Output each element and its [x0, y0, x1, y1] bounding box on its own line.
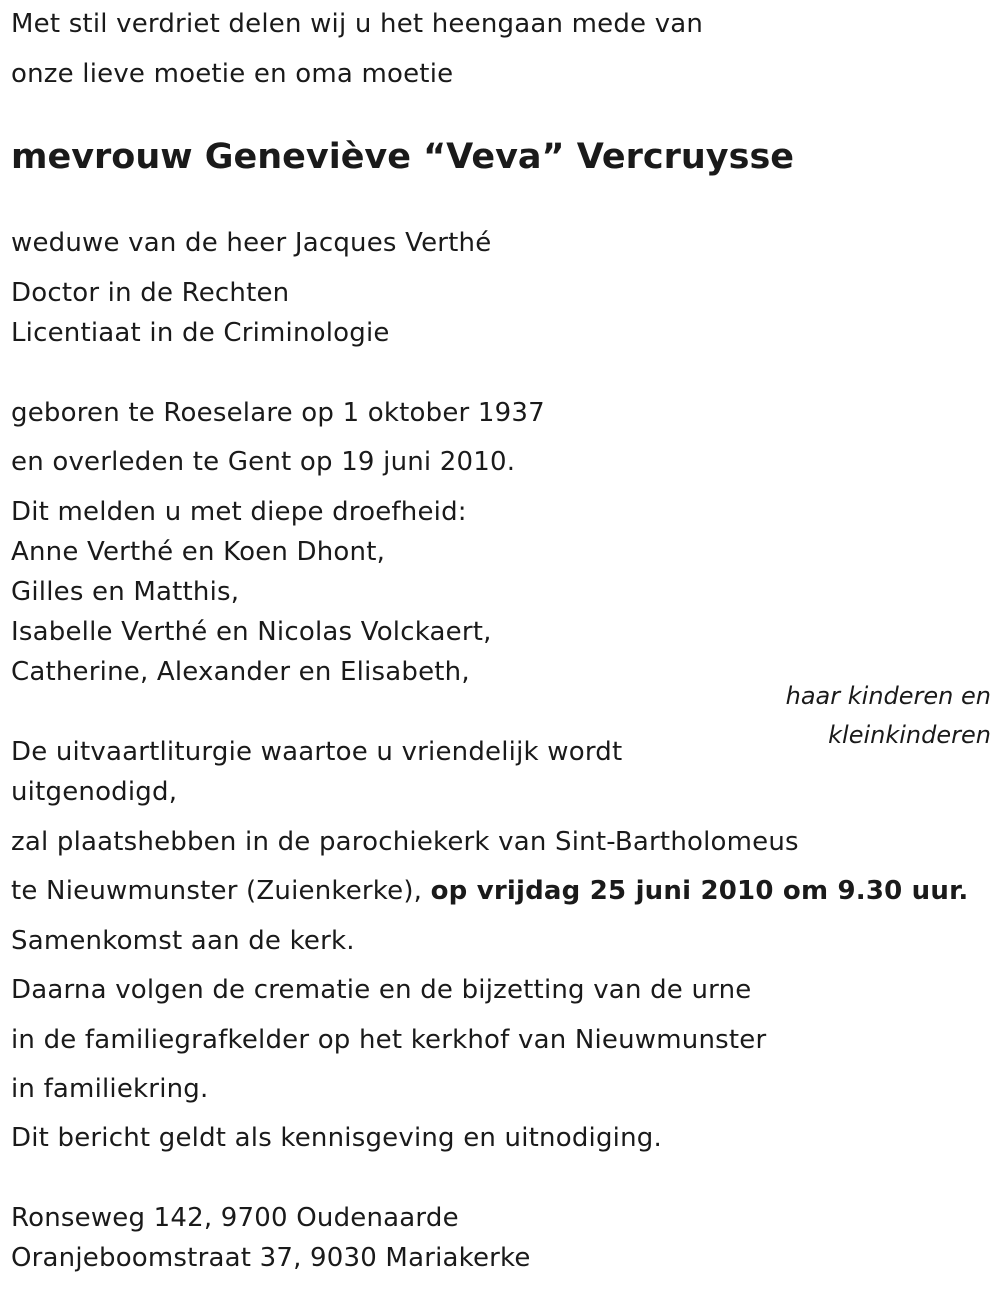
- intro-line-2: onze lieve moetie en oma moetie: [11, 59, 454, 89]
- funeral-line-2: uitgenodigd,: [11, 777, 178, 807]
- family-member: Gilles en Matthis,: [11, 577, 240, 607]
- widow-of: weduwe van de heer Jacques Verthé: [11, 228, 492, 258]
- funeral-location: te Nieuwmunster (Zuienkerke),: [11, 876, 431, 906]
- funeral-line-5: Samenkomst aan de kerk.: [11, 926, 355, 956]
- funeral-line-4: [11, 875, 969, 907]
- funeral-line-7: in de familiegrafkelder op het kerkhof van Nieuwmunster: [11, 1025, 767, 1055]
- title-licentiaat: Licentiaat in de Criminologie: [11, 318, 390, 348]
- funeral-line-9: Dit bericht geldt als kennisgeving en uitnodiging.: [11, 1123, 662, 1153]
- title-doctor: Doctor in de Rechten: [11, 278, 290, 308]
- address-line: Oranjeboomstraat 37, 9030 Mariakerke: [11, 1243, 531, 1273]
- family-member: Anne Verthé en Koen Dhont,: [11, 537, 386, 567]
- funeral-line-8: in familiekring.: [11, 1074, 209, 1104]
- funeral-line-3: zal plaatshebben in de parochiekerk van Sint-Bartholomeus: [11, 827, 799, 857]
- address-line: Ronseweg 142, 9700 Oudenaarde: [11, 1203, 459, 1233]
- funeral-line-1: De uitvaartliturgie waartoe u vriendelijk wordt: [11, 737, 623, 767]
- birth-line: geboren te Roeselare op 1 oktober 1937: [11, 398, 545, 428]
- intro-line-1: Met stil verdriet delen wij u het heengaan mede van: [11, 9, 704, 39]
- death-line: en overleden te Gent op 19 juni 2010.: [11, 447, 516, 477]
- deceased-name: mevrouw Geneviève “Veva” Vercruysse: [11, 137, 795, 177]
- family-intro: Dit melden u met diepe droefheid:: [11, 497, 467, 527]
- family-signature-line-2: kleinkinderen: [828, 721, 991, 749]
- funeral-line-6: Daarna volgen de crematie en de bijzetting van de urne: [11, 975, 752, 1005]
- family-signature-line-1: haar kinderen en: [785, 682, 991, 710]
- family-member: Isabelle Verthé en Nicolas Volckaert,: [11, 617, 492, 647]
- funeral-date-time: op vrijdag 25 juni 2010 om 9.30 uur.: [430, 876, 969, 906]
- family-member: Catherine, Alexander en Elisabeth,: [11, 657, 470, 687]
